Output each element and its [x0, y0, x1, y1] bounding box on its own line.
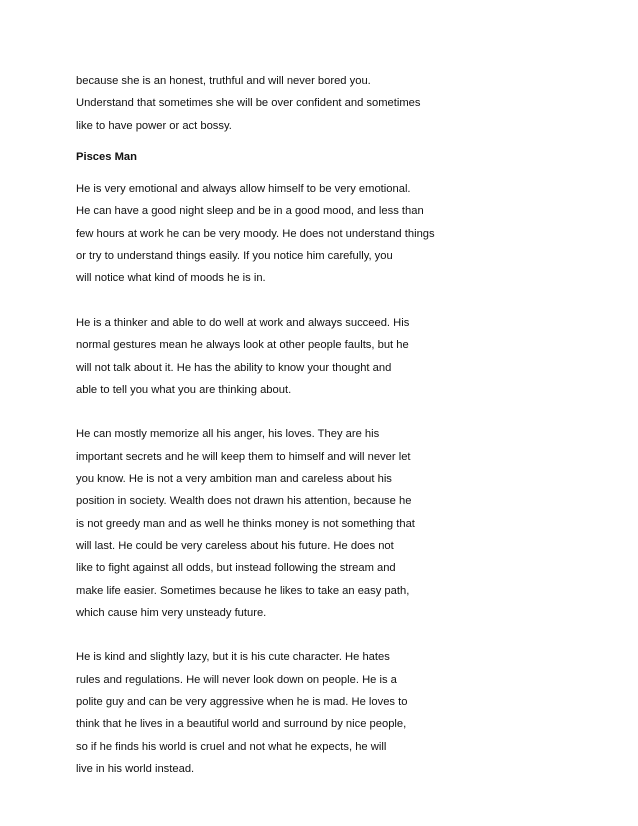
- paragraph-secrets: [76, 423, 576, 624]
- text-line: position in society. Wealth does not drawn his attention, because he: [76, 495, 412, 508]
- document-body: [76, 70, 576, 780]
- text-line: normal gestures mean he always look at other people faults, but he: [76, 339, 409, 352]
- text-line: think that he lives in a beautiful world and surround by nice people,: [76, 718, 407, 731]
- text-line: He can mostly memorize all his anger, his loves. They are his: [76, 428, 380, 441]
- text-line: or try to understand things easily. If you notice him carefully, you: [76, 250, 393, 263]
- section-heading: Pisces Man: [76, 150, 137, 163]
- text-line: few hours at work he can be very moody. He does not understand things: [76, 227, 435, 240]
- text-line: because she is an honest, truthful and will never bored you.: [76, 75, 371, 87]
- text-line: you know. He is not a very ambition man and careless about his: [76, 473, 392, 486]
- text-line: Understand that sometimes she will be over confident and sometimes: [76, 97, 421, 110]
- text-line: live in his world instead.: [76, 762, 195, 775]
- text-line: important secrets and he will keep them to himself and will never let: [76, 450, 411, 463]
- text-line: like to have power or act bossy.: [76, 119, 232, 132]
- text-line: polite guy and can be very aggressive when he is mad. He loves to: [76, 696, 408, 709]
- text-line: able to tell you what you are thinking about.: [76, 383, 292, 396]
- paragraph-thinker: [76, 312, 576, 401]
- text-line: will last. He could be very careless about his future. He does not: [76, 539, 394, 552]
- text-line: is not greedy man and as well he thinks money is not something that: [76, 517, 415, 530]
- text-line: will notice what kind of moods he is in.: [76, 272, 266, 285]
- paragraph-kind: [76, 646, 576, 780]
- text-line: so if he finds his world is cruel and not what he expects, he will: [76, 740, 387, 753]
- text-line: make life easier. Sometimes because he likes to take an easy path,: [76, 584, 410, 597]
- text-line: He is very emotional and always allow himself to be very emotional.: [76, 183, 411, 196]
- text-line: He is a thinker and able to do well at work and always succeed. His: [76, 316, 410, 329]
- paragraph-emotional: [76, 178, 576, 289]
- text-line: like to fight against all odds, but instead following the stream and: [76, 562, 396, 575]
- text-line: will not talk about it. He has the ability to know your thought and: [76, 361, 392, 374]
- text-line: which cause him very unsteady future.: [76, 606, 267, 619]
- text-line: He can have a good night sleep and be in a good mood, and less than: [76, 205, 424, 218]
- text-line: He is kind and slightly lazy, but it is his cute character. He hates: [76, 651, 390, 664]
- intro-paragraph: [76, 70, 576, 137]
- text-line: rules and regulations. He will never look down on people. He is a: [76, 673, 397, 686]
